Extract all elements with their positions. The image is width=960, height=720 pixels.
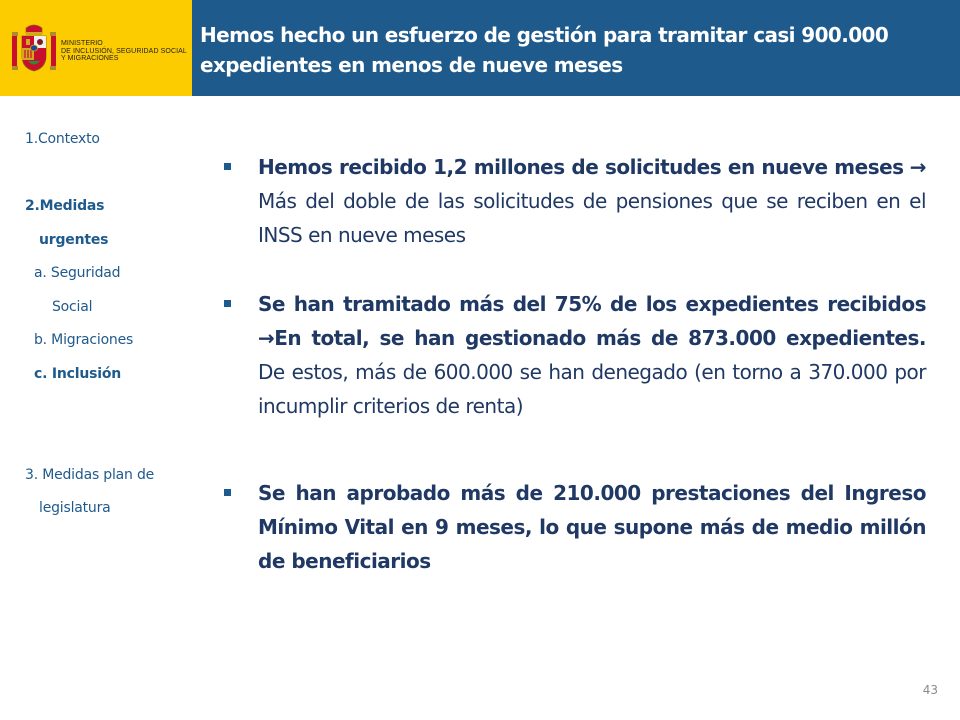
ministry-name [61, 40, 187, 63]
nav-item-seguridad-social-cont[interactable]: Social [52, 299, 93, 315]
bullet-strong-text: Se han tramitado más del 75% de los expedientes recibidos [258, 292, 926, 316]
bullet-text [258, 287, 926, 423]
ministry-line: MINISTERIO [61, 40, 103, 47]
section-navigation [0, 96, 200, 556]
nav-item-contexto[interactable]: 1.Contexto [25, 131, 100, 147]
nav-item-medidas-urgentes-cont[interactable]: urgentes [39, 232, 109, 248]
slide-title: Hemos hecho un esfuerzo de gestión para tramitar casi 900.000 expedientes en menos de nueve meses [200, 23, 889, 77]
nav-item-inclusion[interactable]: c. Inclusión [34, 366, 122, 382]
bullet-normal-text: De estos, más de 600.000 se han denegado (en torno a 370.000 por incumplir criterios de renta) [258, 360, 926, 418]
right-arrow-icon: → [909, 155, 926, 179]
bullet-text [258, 150, 926, 252]
square-bullet-icon [224, 300, 231, 307]
square-bullet-icon [224, 163, 231, 170]
bullet-strong-text: Hemos recibido 1,2 millones de solicitudes en nueve meses [258, 155, 904, 179]
nav-item-medidas-plan[interactable]: 3. Medidas plan de [25, 467, 155, 483]
title-bar [192, 0, 960, 96]
bullet-normal-text: Más del doble de las solicitudes de pensiones que se reciben en el INSS en nueve meses [258, 189, 926, 247]
ministry-line: DE INCLUSIÓN, SEGURIDAD SOCIAL [61, 47, 187, 55]
bullet-text [258, 476, 926, 578]
nav-item-migraciones[interactable]: b. Migraciones [34, 332, 134, 348]
ministry-logo-block [0, 0, 192, 96]
nav-item-seguridad-social[interactable]: a. Seguridad [34, 265, 121, 281]
bullet-strong-text: Se han aprobado más de 210.000 prestaciones del Ingreso Mínimo Vital en 9 meses, lo que supone más de medio millón de beneficiarios [258, 481, 926, 573]
nav-item-medidas-plan-cont[interactable]: legislatura [39, 500, 111, 516]
square-bullet-icon [224, 489, 231, 496]
bullet-strong-text: En total, se han gestionado más de 873.000 expedientes. [274, 326, 926, 350]
right-arrow-icon: → [258, 326, 275, 350]
nav-item-medidas-urgentes[interactable]: 2.Medidas [25, 198, 105, 214]
ministry-line: Y MIGRACIONES [61, 55, 119, 62]
page-number: 43 [922, 683, 938, 697]
coat-of-arms-icon [12, 24, 56, 74]
